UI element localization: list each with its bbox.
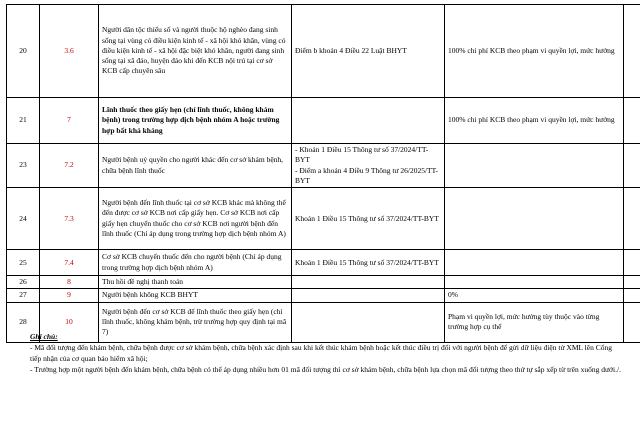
row-number: 23: [7, 144, 40, 188]
benefit-note: Phạm vi quyền lợi, mức hưởng tùy thuộc vào từng trường hợp cụ thể: [445, 302, 624, 342]
note-line: - Trường hợp một người bệnh đến khám bệnh, chữa bệnh có thể áp dụng nhiều hơn 01 mã đối tượng thì cơ sở khám bệnh, chữa bệnh lựa chọn mã đối tượng theo thứ tự sắp xếp từ trên xuống dưới./.: [30, 365, 621, 374]
table-row: [7, 250, 640, 276]
description: Cơ sở KCB chuyển thuốc đến cho người bệnh (Chỉ áp dụng trong trường hợp dịch bệnh nhóm A): [99, 250, 292, 276]
object-code: 7.3: [40, 188, 99, 250]
row-number: 26: [7, 276, 40, 289]
object-code: 3.6: [40, 5, 99, 98]
description: Người bệnh đến lĩnh thuốc tại cơ sở KCB khác mà không thể đến được cơ sở KCB nơi cấp giấy hẹn. Cơ sở KCB nơi cấp giấy hẹn chuyển thuốc cho cơ sở KCB nơi người bệnh đến lĩnh thuốc (Chỉ áp dụng trong trường hợp dịch bệnh nhóm A): [99, 188, 292, 250]
benefit-note: [445, 144, 624, 188]
benefit-note: 100% chi phí KCB theo phạm vi quyền lợi, mức hưởng: [445, 5, 624, 98]
note-line: - Mã đối tượng đến khám bệnh, chữa bệnh được cơ sở khám bệnh, chữa bệnh xác định sau khi kết thúc khám bệnh hoặc kết thúc điều trị đối với người bệnh để gửi dữ liệu điện tử XML lên Cổng tiếp nhận của cơ quan bảo hiểm xã hội;: [30, 343, 612, 363]
table-row: [7, 276, 640, 289]
benefit-note: [445, 276, 624, 289]
table-row: [7, 289, 640, 302]
table-row: [7, 98, 640, 144]
empty-cell: [624, 302, 640, 342]
empty-cell: [624, 250, 640, 276]
description: Người bệnh đến cơ sở KCB để lĩnh thuốc theo giấy hẹn (chỉ lĩnh thuốc, không khám bệnh, trừ trường hợp quy định tại mã 7): [99, 302, 292, 342]
notes-title: Ghi chú:: [30, 332, 58, 341]
row-number: 28: [7, 302, 40, 342]
description: Người bệnh không KCB BHYT: [99, 289, 292, 302]
object-code: 7.4: [40, 250, 99, 276]
description: Thu hồi đề nghị thanh toán: [99, 276, 292, 289]
table-row: [7, 144, 640, 188]
legal-basis: Điểm b khoản 4 Điều 22 Luật BHYT: [292, 5, 445, 98]
description: Lĩnh thuốc theo giấy hẹn (chỉ lĩnh thuốc, không khám bệnh) trong trường hợp dịch bệnh nhóm A hoặc trường hợp bất khả kháng: [99, 98, 292, 144]
object-code: 8: [40, 276, 99, 289]
empty-cell: [624, 5, 640, 98]
legal-basis: [292, 289, 445, 302]
legal-basis: [292, 276, 445, 289]
benefit-note: [445, 188, 624, 250]
benefit-note: 100% chi phí KCB theo phạm vi quyền lợi, mức hưởng: [445, 98, 624, 144]
table-row: [7, 188, 640, 250]
empty-cell: [624, 98, 640, 144]
row-number: 27: [7, 289, 40, 302]
benefit-note: [445, 250, 624, 276]
row-number: 20: [7, 5, 40, 98]
description: Người dân tộc thiểu số và người thuộc hộ nghèo đang sinh sống tại vùng có điều kiện kinh tế - xã hội khó khăn, vùng có điều kiện kinh tế - xã hội đặc biệt khó khăn, người đang sinh sống tại xã đảo, huyện đảo khi đến KCB nội trú tại cơ sở KCB cấp chuyên sâu: [99, 5, 292, 98]
benefit-note: 0%: [445, 289, 624, 302]
object-code: 7.2: [40, 144, 99, 188]
empty-cell: [624, 188, 640, 250]
legal-basis: [292, 98, 445, 144]
description: Người bệnh uỷ quyền cho người khác đến cơ sở khám bệnh, chữa bệnh lĩnh thuốc: [99, 144, 292, 188]
object-code: 10: [40, 302, 99, 342]
row-number: 24: [7, 188, 40, 250]
empty-cell: [624, 144, 640, 188]
legal-basis: - Khoản 1 Điều 15 Thông tư số 37/2024/TT-BYT - Điểm a khoản 4 Điều 9 Thông tư 26/2025/TT-BYT: [292, 144, 445, 188]
row-number: 25: [7, 250, 40, 276]
object-code: 9: [40, 289, 99, 302]
legal-basis: Khoản 1 Điều 15 Thông tư số 37/2024/TT-BYT: [292, 250, 445, 276]
legal-basis: Khoản 1 Điều 15 Thông tư số 37/2024/TT-BYT: [292, 188, 445, 250]
table-row: [7, 5, 640, 98]
empty-cell: [624, 289, 640, 302]
row-number: 21: [7, 98, 40, 144]
object-code: 7: [40, 98, 99, 144]
empty-cell: [624, 276, 640, 289]
notes-section: [30, 331, 625, 375]
category-table: [6, 4, 640, 343]
